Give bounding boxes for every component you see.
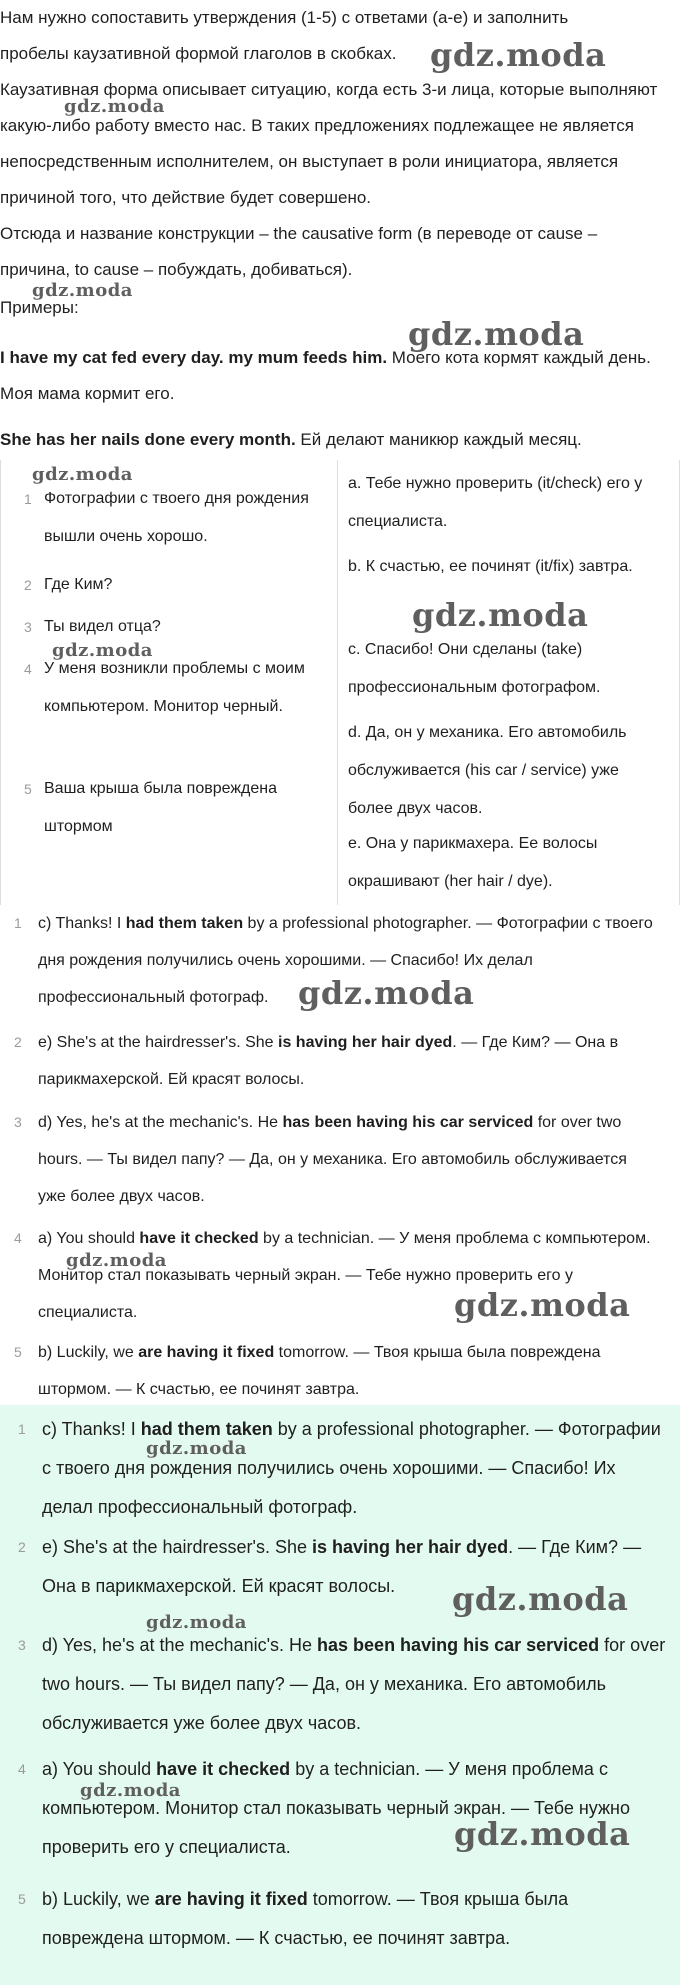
statement-number: 3 (24, 619, 32, 635)
watermark: gdz.moda (452, 1580, 629, 1618)
watermark: gdz.moda (408, 315, 585, 353)
intro-paragraph-1: Нам нужно сопоставить утверждения (1-5) с ответами (a-e) и заполнить пробелы каузативной формой глаголов в скобках. (0, 8, 569, 63)
answer-number: 2 (14, 1034, 22, 1050)
answer-number: 3 (14, 1114, 22, 1130)
answer-number: 3 (18, 1637, 26, 1653)
statement-number: 1 (24, 491, 32, 507)
examples-label: Примеры: (0, 298, 79, 317)
watermark: gdz.moda (454, 1815, 631, 1853)
watermark: gdz.moda (66, 1250, 167, 1271)
statement-number: 2 (24, 577, 32, 593)
watermark: gdz.moda (454, 1286, 631, 1324)
watermark: gdz.moda (64, 96, 165, 117)
statement-text: Где Ким? (44, 576, 113, 593)
statement-text: У меня возникли проблемы с моим компьютером. Монитор черный. (44, 660, 305, 715)
response-item: c. Спасибо! Они сделаны (take) профессиональным фотографом. (348, 641, 601, 696)
answer-number: 4 (14, 1230, 22, 1246)
example-1-english: I have my cat fed every day. my mum feeds him. (0, 348, 388, 367)
statement-number: 4 (24, 661, 32, 677)
answer-number: 1 (18, 1421, 26, 1437)
response-item: a. Тебе нужно проверить (it/check) его у специалиста. (348, 475, 643, 530)
example-2-english: She has her nails done every month. (0, 430, 296, 449)
watermark: gdz.moda (298, 974, 475, 1012)
watermark: gdz.moda (32, 464, 133, 485)
watermark: gdz.moda (80, 1780, 181, 1801)
watermark: gdz.moda (146, 1438, 247, 1459)
response-item: b. К счастью, ее починят (it/fix) завтра. (348, 558, 633, 575)
watermark: gdz.moda (412, 596, 589, 634)
intro-paragraph-2: Каузативная форма описывает ситуацию, когда есть 3-и лица, которые выполняют какую-либо работу вместо нас. В таких предложениях подлежащее не является непосредственным исполнителем, он выступает в роли инициатора, является причиной того, что действие будет совершено. (0, 80, 658, 207)
answer-text: a) You should have it checked by a technician. — У меня проблема с компьютером. Монитор стал показывать черный экран. — Тебе нужно проверить его у специалиста. (38, 1230, 651, 1321)
answer-text: c) Thanks! I had them taken by a professional photographer. — Фотографии с твоего дня рождения получились очень хорошими. — Спасибо! Их делал профессиональный фотограф. (38, 915, 653, 1006)
statement-text: Ты видел отца? (44, 618, 161, 635)
answer-text: b) Luckily, we are having it fixed tomorrow. — Твоя крыша была повреждена штормом. — К счастью, ее починят завтра. (38, 1344, 601, 1398)
watermark: gdz.moda (146, 1612, 247, 1633)
intro-text (0, 0, 676, 288)
statement-text: Ваша крыша была повреждена штормом (44, 780, 278, 835)
answer-number: 4 (18, 1761, 26, 1777)
answer-text: a) You should have it checked by a technician. — У меня проблема с компьютером. Монитор стал показывать черный экран. — Тебе нужно проверить его у специалиста. (42, 1759, 630, 1857)
example-1 (0, 340, 676, 412)
answer-number: 2 (18, 1539, 26, 1555)
statement-number: 5 (24, 781, 32, 797)
answer-text: b) Luckily, we are having it fixed tomorrow. — Твоя крыша была повреждена штормом. — К счастью, ее починят завтра. (42, 1889, 569, 1948)
watermark: gdz.moda (32, 280, 133, 301)
answer-text: d) Yes, he's at the mechanic's. He has been having his car serviced for over two hours. — Ты видел папу? — Да, он у механика. Его автомобиль обслуживается уже более двух часов. (38, 1114, 627, 1205)
answer-number: 1 (14, 915, 22, 931)
response-item: e. Она у парикмахера. Ее волосы окрашивают (her hair / dye). (348, 835, 598, 890)
watermark: gdz.moda (52, 640, 153, 661)
answer-number: 5 (14, 1344, 22, 1360)
example-2-translation: Ей делают маникюр каждый месяц. (295, 430, 582, 449)
answer-number: 5 (18, 1891, 26, 1907)
example-1-translation: Моего кота кормят каждый день. Моя мама кормит его. (0, 348, 651, 403)
statement-text: Фотографии с твоего дня рождения вышли очень хорошо. (44, 490, 309, 545)
answer-text: c) Thanks! I had them taken by a professional photographer. — Фотографии с твоего дня рождения получились очень хорошими. — Спасибо! Их делал профессиональный фотограф. (42, 1419, 661, 1517)
answer-text: d) Yes, he's at the mechanic's. He has been having his car serviced for over two hours. — Ты видел папу? — Да, он у механика. Его автомобиль обслуживается уже более двух часов. (42, 1635, 666, 1733)
answer-text: e) She's at the hairdresser's. She is having her hair dyed. — Где Ким? — Она в парикмахерской. Ей красят волосы. (38, 1034, 619, 1088)
example-2 (0, 422, 676, 458)
watermark: gdz.moda (430, 36, 607, 74)
response-item: d. Да, он у механика. Его автомобиль обслуживается (his car / service) уже более двух часов. (348, 724, 627, 817)
answer-text: e) She's at the hairdresser's. She is having her hair dyed. — Где Ким? — Она в парикмахерской. Ей красят волосы. (42, 1537, 642, 1596)
intro-paragraph-3: Отсюда и название конструкции – the causative form (в переводе от cause – причина, to cause – побуждать, добиваться). (0, 224, 598, 279)
